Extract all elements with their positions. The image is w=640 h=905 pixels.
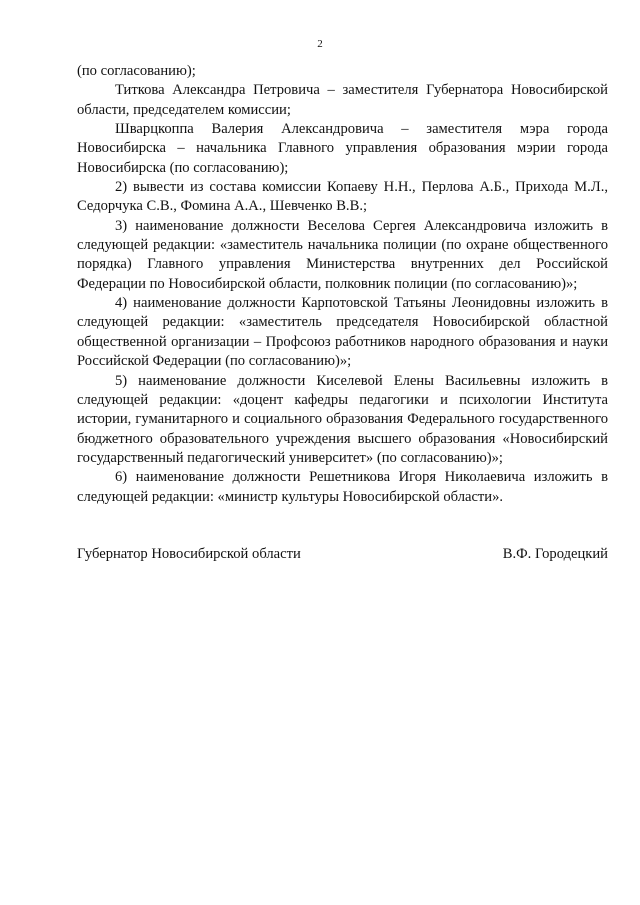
paragraph-shvartskopp: Шварцкоппа Валерия Александровича – заместителя мэра города Новосибирска – начальника Главного управления образования мэрии города Новосибирска (по согласованию); — [77, 121, 608, 176]
paragraph-continuation: (по согласованию); — [77, 63, 196, 79]
signatory-position: Губернатор Новосибирской области — [77, 546, 301, 562]
page-number: 2 — [317, 38, 323, 50]
paragraph-titkov: Титкова Александра Петровича – заместителя Губернатора Новосибирской области, председателем комиссии; — [77, 82, 608, 118]
paragraph-item-2: 2) вывести из состава комиссии Копаеву Н.Н., Перлова А.Б., Прихода М.Л., Седорчука С.В., Фомина А.А., Шевченко В.В.; — [77, 179, 608, 215]
paragraph-item-6: 6) наименование должности Решетникова Игоря Николаевича изложить в следующей редакции: «министр культуры Новосибирской области». — [77, 469, 608, 505]
paragraph-item-5: 5) наименование должности Киселевой Елены Васильевны изложить в следующей редакции: «доцент кафедры педагогики и психологии Института истории, гуманитарного и социального образования Федерального государственного бюджетного образовательного учреждения высшего образования «Новосибирский государственный педагогический университет» (по согласованию)»; — [77, 372, 608, 466]
signatory-name: В.Ф. Городецкий — [502, 546, 608, 562]
paragraph-item-4: 4) наименование должности Карпотовской Татьяны Леонидовны изложить в следующей редакции: «заместитель председателя Новосибирской областной общественной организации – Профсоюз работников народного образования и науки Российской Федерации (по согласованию)»; — [77, 295, 608, 370]
document-body — [77, 62, 608, 507]
signature-block — [77, 545, 608, 564]
paragraph-item-3: 3) наименование должности Веселова Сергея Александровича изложить в следующей редакции: «заместитель начальника полиции (по охране общественного порядка) Главного управления Министерства внутренних дел Российской Федерации по Новосибирской области, полковник полиции (по согласованию)»; — [77, 217, 608, 292]
